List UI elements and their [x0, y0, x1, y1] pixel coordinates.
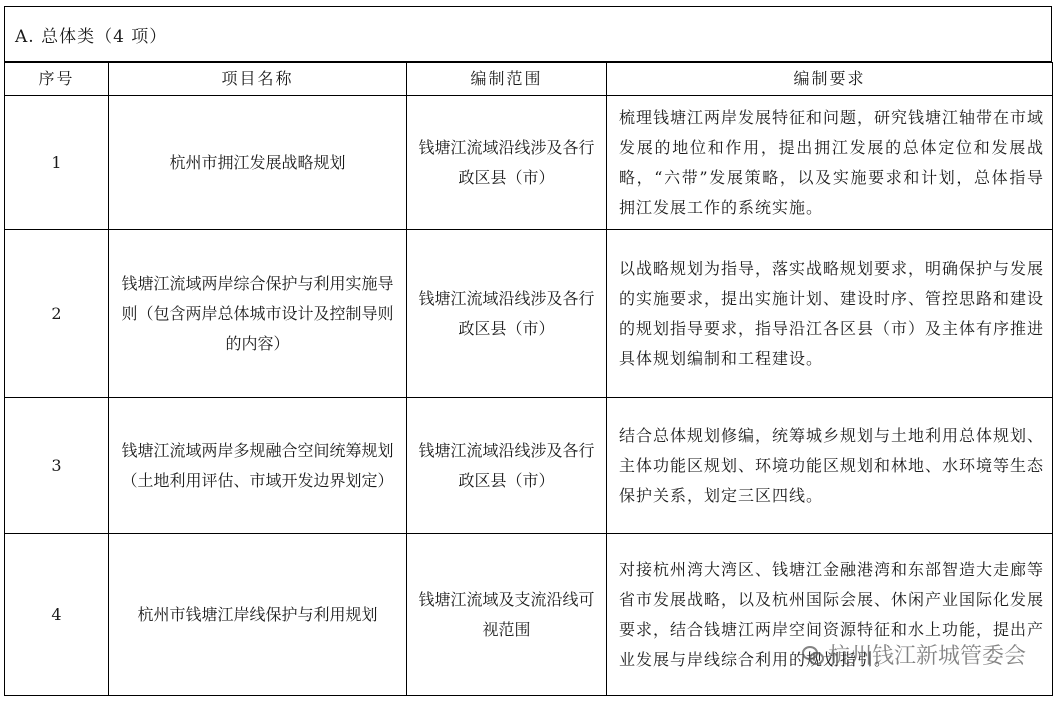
table-row	[5, 230, 1053, 398]
row-scope: 钱塘江流域沿线涉及各行政区县（市）	[407, 96, 607, 230]
section-title: A. 总体类（4 项）	[4, 6, 1052, 62]
row-num: 4	[5, 534, 109, 696]
row-name: 杭州市钱塘江岸线保护与利用规划	[109, 534, 407, 696]
header-requirement: 编制要求	[607, 63, 1053, 96]
row-requirement: 以战略规划为指导，落实战略规划要求，明确保护与发展的实施要求，提出实施计划、建设时序、管控思路和建设的规划指导要求，指导沿江各区县（市）及主体有序推进具体规划编制和工程建设。	[607, 230, 1053, 398]
table-row	[5, 96, 1053, 230]
wechat-icon	[802, 646, 824, 664]
header-num: 序号	[5, 63, 109, 96]
watermark-text: 杭州钱江新城管委会	[827, 644, 1026, 669]
row-scope: 钱塘江流域及支流沿线可视范围	[407, 534, 607, 696]
plan-table	[4, 62, 1053, 696]
row-num: 1	[5, 96, 109, 230]
row-name: 钱塘江流域两岸多规融合空间统筹规划（土地利用评估、市域开发边界划定）	[109, 398, 407, 534]
row-num: 2	[5, 230, 109, 398]
row-scope: 钱塘江流域沿线涉及各行政区县（市）	[407, 398, 607, 534]
row-num: 3	[5, 398, 109, 534]
row-requirement: 结合总体规划修编，统筹城乡规划与土地利用总体规划、主体功能区规划、环境功能区规划和林地、水环境等生态保护关系，划定三区四线。	[607, 398, 1053, 534]
header-name: 项目名称	[109, 63, 407, 96]
row-requirement: 梳理钱塘江两岸发展特征和问题，研究钱塘江轴带在市域发展的地位和作用，提出拥江发展的总体定位和发展战略，“六带”发展策略，以及实施要求和计划，总体指导拥江发展工作的系统实施。	[607, 96, 1053, 230]
table-row	[5, 534, 1053, 696]
row-scope: 钱塘江流域沿线涉及各行政区县（市）	[407, 230, 607, 398]
watermark	[802, 639, 1026, 670]
row-name: 杭州市拥江发展战略规划	[109, 96, 407, 230]
table-row	[5, 398, 1053, 534]
row-requirement: 对接杭州湾大湾区、钱塘江金融港湾和东部智造大走廊等省市发展战略，以及杭州国际会展、休闲产业国际化发展要求，结合钱塘江两岸空间资源特征和水上功能，提出产业发展与岸线综合利用的规划指引。	[607, 534, 1053, 696]
row-name: 钱塘江流域两岸综合保护与利用实施导则（包含两岸总体城市设计及控制导则的内容）	[109, 230, 407, 398]
header-scope: 编制范围	[407, 63, 607, 96]
table-header-row	[5, 63, 1053, 96]
document-page	[4, 6, 1052, 696]
